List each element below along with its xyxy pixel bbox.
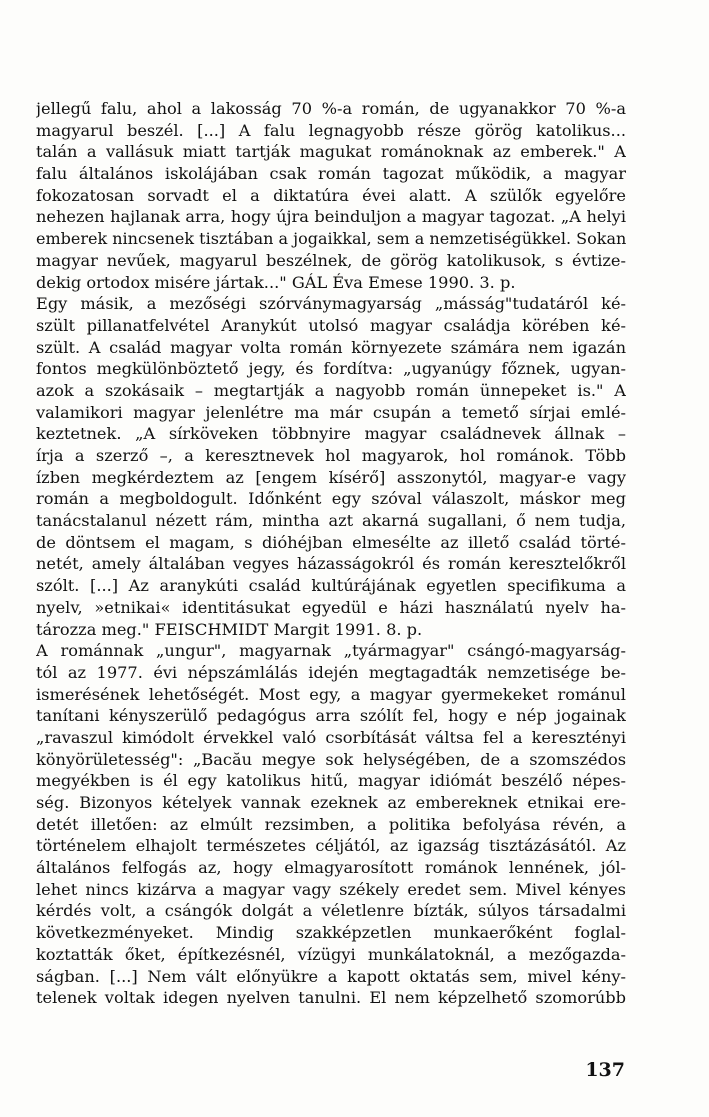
text-line: tanítani kényszerülő pedagógus arra szólít fel, hogy e nép jogainak xyxy=(36,706,626,726)
text-line: szült pillanatfelvétel Aranykút utolsó magyar családja körében ké- xyxy=(36,315,626,335)
text-line: emberek nincsenek tisztában a jogaikkal, sem a nemzetiségükkel. Sokan xyxy=(36,229,626,249)
text-line: dekig ortodox misére jártak..." GÁL Éva Emese 1990. 3. p. xyxy=(36,272,516,292)
text-line: szült. A család magyar volta román környezete számára nem igazán xyxy=(36,337,626,357)
text-line: ságban. [...] Nem vált előnyükre a kapott oktatás sem, mivel kény- xyxy=(36,966,626,986)
body-text xyxy=(36,98,626,1009)
text-line: nehezen hajlanak arra, hogy újra beinduljon a magyar tagozat. „A helyi xyxy=(36,207,626,227)
text-line: jellegű falu, ahol a lakosság 70 %-a román, de ugyanakkor 70 %-a xyxy=(36,99,626,118)
text-line: koztatták őket, építkezésnél, vízügyi munkálatoknál, a mezőgazda- xyxy=(36,944,626,964)
text-line: lehet nincs kizárva a magyar vagy székely eredet sem. Mivel kényes xyxy=(36,879,626,899)
text-line: ízben megkérdeztem az [engem kísérő] asszonytól, magyar-e vagy xyxy=(36,467,626,487)
text-line: kérdés volt, a csángók dolgát a véletlenre bízták, súlyos társadalmi xyxy=(36,901,626,921)
text-line: nyelv, »etnikai« identitásukat egyedül e házi használatú nyelv ha- xyxy=(36,597,626,617)
text-line: írja a szerző –, a keresztnevek hol magyarok, hol románok. Több xyxy=(36,446,626,465)
text-line: „ravaszul kimódolt érvekkel való csorbítását váltsa fel a keresztényi xyxy=(36,727,626,747)
text-line: fokozatosan sorvadt el a diktatúra évei alatt. A szülők egyelőre xyxy=(36,185,626,205)
text-line: tározza meg." FEISCHMIDT Margit 1991. 8. p. xyxy=(36,619,423,639)
text-line: következményeket. Mindig szakképzetlen munkaerőként foglal- xyxy=(36,923,626,943)
text-line: Egy másik, a mezőségi szórványmagyarság „másság"tudatáról ké- xyxy=(36,294,626,314)
text-line: azok a szokásaik – megtartják a nagyobb román ünnepeket is." A xyxy=(36,380,626,400)
text-line: ség. Bizonyos kételyek vannak ezeknek az embereknek etnikai ere- xyxy=(36,793,626,812)
text-line: román a megboldogult. Időnként egy szóval válaszolt, máskor meg xyxy=(36,489,626,509)
text-line: megyékben is él egy katolikus hitű, magyar idiómát beszélő népes- xyxy=(36,771,626,791)
text-line: de döntsem el magam, s dióhéjban elmesélte az illető család törté- xyxy=(36,532,626,552)
text-line: telenek voltak idegen nyelven tanulni. El nem képzelhető szomorúbb xyxy=(36,988,626,1008)
text-line: magyar nevűek, magyarul beszélnek, de görög katolikusok, s évtize- xyxy=(36,250,626,270)
text-line: tól az 1977. évi népszámlálás idején megtagadták nemzetisége be- xyxy=(36,662,626,682)
text-line: magyarul beszél. [...] A falu legnagyobb része görög katolikus... xyxy=(36,120,626,140)
text-line: fontos megkülönböztető jegy, és fordítva: „ugyanúgy főznek, ugyan- xyxy=(36,359,626,379)
text-line: valamikori magyar jelenlétre ma már csupán a temető sírjai emlé- xyxy=(36,402,626,422)
text-line: keztetnek. „A sírköveken többnyire magyar családnevek állnak – xyxy=(36,424,626,444)
text-line: A románnak „ungur", magyarnak „tyármagyar" csángó-magyarság- xyxy=(36,641,626,661)
page-number: 137 xyxy=(585,1059,625,1081)
text-line: detét illetően: az elmúlt rezsimben, a politika befolyása révén, a xyxy=(36,814,626,834)
text-line: könyörületesség": „Bacău megye sok helységében, de a szomszédos xyxy=(36,749,626,769)
text-line: ismerésének lehetőségét. Most egy, a magyar gyermekeket románul xyxy=(36,684,626,704)
text-line: netét, amely általában vegyes házasságokról és román keresztelőkről xyxy=(36,554,626,574)
text-line: falu általános iskolájában csak román tagozat működik, a magyar xyxy=(36,164,626,184)
text-line: történelem elhajolt természetes céljától, az igazság tisztázásától. Az xyxy=(36,836,626,856)
text-line: talán a vallásuk miatt tartják magukat románoknak az emberek." A xyxy=(36,142,626,162)
text-line: általános felfogás az, hogy elmagyarosított románok lennének, jól- xyxy=(36,858,626,878)
text-line: szólt. [...] Az aranykúti család kultúrájának egyetlen specifikuma a xyxy=(36,576,626,596)
text-line: tanácstalanul nézett rám, mintha azt akarná sugallani, ő nem tudja, xyxy=(36,511,626,531)
